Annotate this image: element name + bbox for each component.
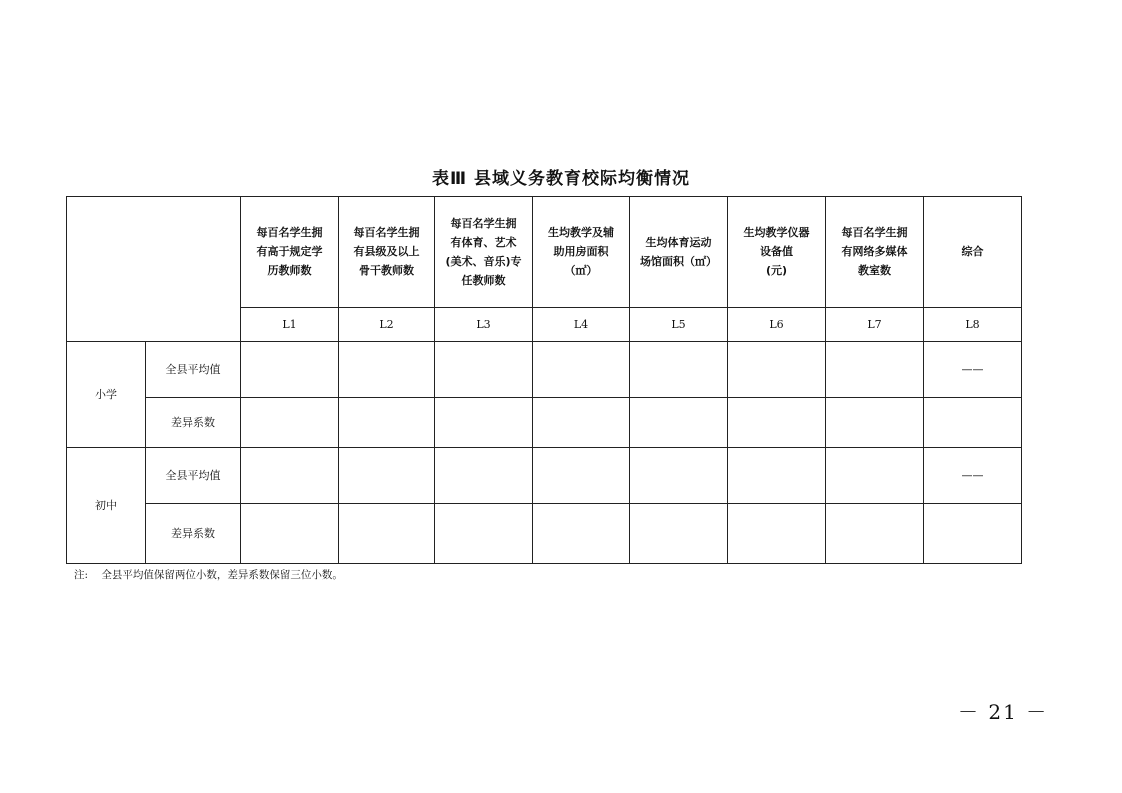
data-cell <box>630 342 728 397</box>
data-cell <box>728 342 826 397</box>
table-row <box>67 448 1022 504</box>
column-header <box>435 197 533 308</box>
column-code: L8 <box>924 307 1022 341</box>
column-code: L6 <box>728 307 826 341</box>
data-cell <box>728 504 826 564</box>
table-row <box>67 397 1022 447</box>
column-header-line: 有县级及以上 <box>353 245 420 259</box>
data-cell <box>826 342 924 397</box>
data-cell <box>339 448 435 504</box>
column-header-line: 设备值 <box>760 245 793 259</box>
row-label: 全县平均值 <box>146 448 241 504</box>
row-label: 差异系数 <box>146 504 241 564</box>
data-cell <box>630 504 728 564</box>
column-header <box>826 197 924 308</box>
table-row <box>67 342 1022 397</box>
corner-cell <box>67 197 241 342</box>
data-cell <box>533 342 630 397</box>
data-cell <box>435 342 533 397</box>
data-cell <box>924 397 1022 447</box>
column-header <box>728 197 826 308</box>
column-code: L4 <box>533 307 630 341</box>
group-label: 小学 <box>67 342 146 448</box>
data-cell <box>533 504 630 564</box>
data-cell <box>728 397 826 447</box>
column-header-line: 有体育、艺术 <box>450 235 517 249</box>
data-cell: —— <box>924 448 1022 504</box>
column-header-line: 有网络多媒体 <box>841 245 908 259</box>
column-header-line: 每百名学生拥 <box>256 226 323 240</box>
table-row <box>67 504 1022 564</box>
data-cell <box>826 504 924 564</box>
row-label: 全县平均值 <box>146 342 241 397</box>
table-note: 注: 全县平均值保留两位小数，差异系数保留三位小数。 <box>74 569 343 581</box>
data-cell <box>241 342 339 397</box>
column-header <box>241 197 339 308</box>
data-cell: —— <box>924 342 1022 397</box>
column-header-line: (元) <box>765 264 788 278</box>
column-header-line: 骨干教师数 <box>359 264 414 278</box>
data-cell <box>339 342 435 397</box>
data-cell <box>435 504 533 564</box>
column-header <box>630 197 728 308</box>
column-code: L7 <box>826 307 924 341</box>
data-cell <box>241 397 339 447</box>
data-cell <box>533 397 630 447</box>
column-header-line: 生均教学仪器 <box>743 226 810 240</box>
data-cell <box>728 448 826 504</box>
column-header-line: (美术、音乐)专 <box>445 254 522 268</box>
balance-table <box>66 196 1022 564</box>
column-header-line: 生均教学及辅 <box>548 226 614 240</box>
table-title: 表Ⅲ 县域义务教育校际均衡情况 <box>432 169 690 189</box>
column-header-line: （㎡） <box>564 264 598 278</box>
column-header-line: 历教师数 <box>267 264 312 278</box>
column-header-line: 有高于规定学 <box>256 245 323 259</box>
data-cell <box>339 397 435 447</box>
data-cell <box>924 504 1022 564</box>
column-header-line: 助用房面积 <box>553 245 609 259</box>
data-cell <box>435 397 533 447</box>
column-code: L3 <box>435 307 533 341</box>
column-header <box>924 197 1022 308</box>
column-header-line: 每百名学生拥 <box>353 226 420 240</box>
column-header-line: 综合 <box>961 245 984 259</box>
header-row <box>67 197 1022 308</box>
data-cell <box>630 448 728 504</box>
column-header-line: 每百名学生拥 <box>841 226 908 240</box>
column-code: L5 <box>630 307 728 341</box>
column-header-line: 每百名学生拥 <box>450 216 517 230</box>
column-code: L1 <box>241 307 339 341</box>
data-cell <box>533 448 630 504</box>
column-header-line: 任教师数 <box>461 273 506 287</box>
column-header-line: 教室数 <box>858 264 891 278</box>
page-number: － 21 － <box>958 700 1049 724</box>
data-cell <box>826 397 924 447</box>
data-cell <box>826 448 924 504</box>
column-code: L2 <box>339 307 435 341</box>
row-label: 差异系数 <box>146 397 241 447</box>
column-header-line: 生均体育运动 <box>645 235 712 249</box>
data-cell <box>630 397 728 447</box>
data-cell <box>241 504 339 564</box>
data-cell <box>241 448 339 504</box>
group-label: 初中 <box>67 448 146 564</box>
data-cell <box>339 504 435 564</box>
column-header <box>533 197 630 308</box>
column-header <box>339 197 435 308</box>
column-header-line: 场馆面积（㎡） <box>640 254 717 268</box>
data-cell <box>435 448 533 504</box>
